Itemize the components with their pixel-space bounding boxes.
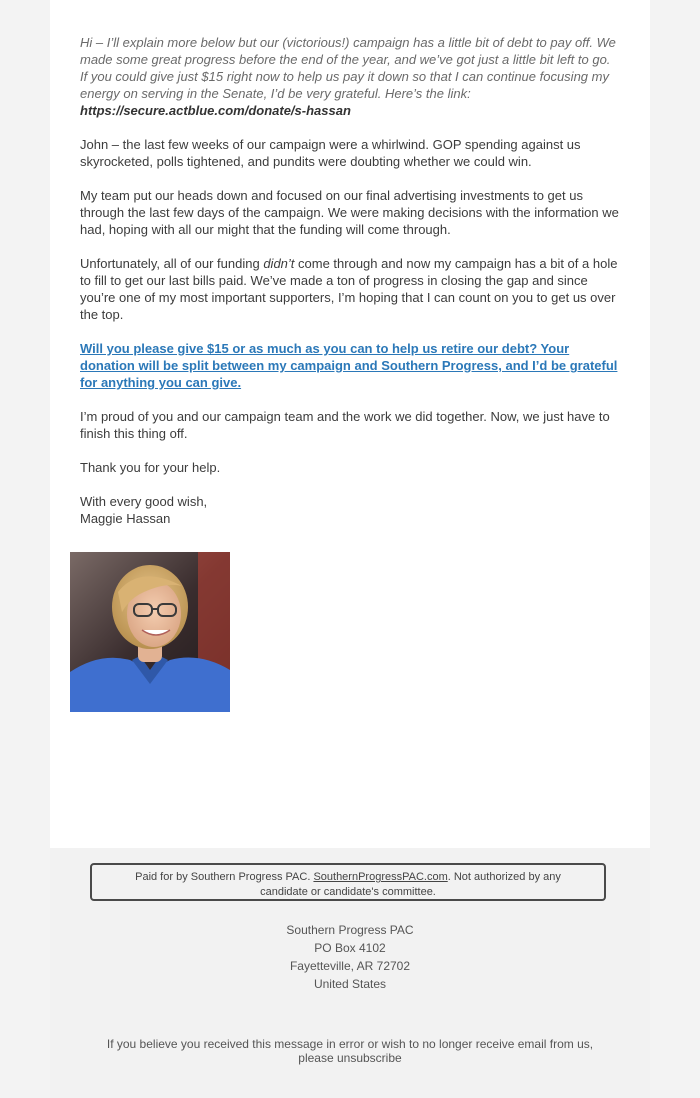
funding-text-end: come through and now my campaign has a bit of a hole to fill to get our last bills paid. We’ve made a ton of progress in closing the gap and since you’re one of my most important supporters, I’m hoping that I can count on you to get us over the top. [80, 256, 618, 322]
signature-name: Maggie Hassan [80, 511, 171, 526]
address-name: Southern Progress PAC [286, 923, 414, 937]
mailing-address [50, 921, 650, 993]
thanks-line: Thank you for your help. [80, 460, 221, 475]
funding-emphasis: didn’t [263, 256, 295, 271]
address-street: PO Box 4102 [314, 941, 386, 955]
paragraph-proud: I’m proud of you and our campaign team and the work we did together. Now, we just have to finish this thing off. [80, 409, 610, 441]
unsubscribe-link[interactable]: unsubscribe [336, 1051, 402, 1065]
donate-cta-link[interactable]: Will you please give $15 or as much as you can to help us retire our debt? Your donation will be split between my campaign and Southern Progress, and I’d be grateful for anything you can give. [80, 341, 618, 390]
funding-text-start: Unfortunately, all of our funding [80, 256, 264, 271]
paragraph-advertising: My team put our heads down and focused on our final advertising investments to get us through the last few days of the campaign. We were making decisions with the information we had, hoping with all our might that the funding will come through. [80, 188, 619, 237]
intro-text: Hi – I’ll explain more below but our (victorious!) campaign has a little bit of debt to pay off. We made some great progress before the end of the year, and we’ve got just a little bit left to go. If you could give just $15 right now to help us pay it down so that I can continue focusing my energy on serving in the Senate, I’d be very grateful. Here’s the link: [80, 35, 616, 101]
portrait-image [70, 552, 230, 712]
disclaimer-end: . Not authorized by any candidate or candidate's committee. [260, 871, 561, 898]
donate-url-text: https://secure.actblue.com/donate/s-hassan [80, 103, 351, 118]
address-country: United States [313, 977, 387, 991]
unsubscribe-notice [90, 1037, 610, 1065]
email-footer [50, 848, 650, 1098]
signoff [80, 493, 620, 527]
address-city: Fayetteville, AR 72702 [289, 959, 411, 973]
paragraph-whirlwind: John – the last few weeks of our campaign were a whirlwind. GOP spending against us skyrocketed, polls tightened, and pundits were doubting whether we could win. [80, 137, 581, 169]
signoff-line: With every good wish, [80, 494, 208, 509]
disclaimer-start: Paid for by Southern Progress PAC. [135, 871, 314, 883]
email-content [80, 34, 620, 544]
pac-website-link[interactable]: SouthernProgressPAC.com [313, 871, 448, 883]
cta-paragraph [80, 340, 620, 391]
paid-for-disclaimer [90, 863, 606, 901]
unsubscribe-text: If you believe you received this message in error or wish to no longer receive email from us, please [106, 1037, 594, 1065]
candidate-photo [70, 552, 230, 712]
email-body [50, 0, 650, 848]
paragraph-funding [80, 255, 620, 323]
intro-paragraph [80, 34, 620, 119]
